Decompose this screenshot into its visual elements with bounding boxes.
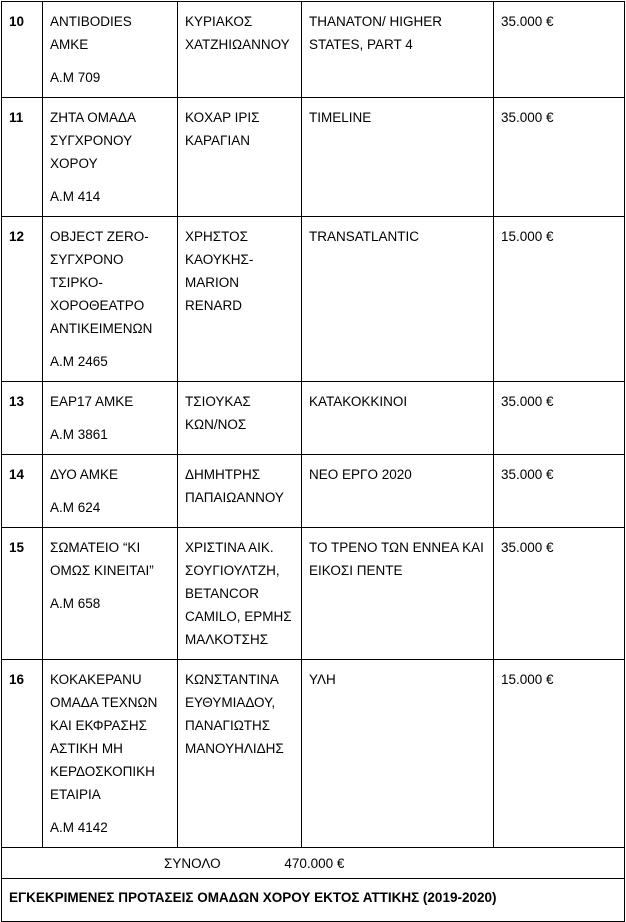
person-line: CAMILO, ΕΡΜΗΣ (185, 609, 292, 624)
person-cell (178, 217, 302, 382)
organization-line: ΑΣΤΙΚΗ ΜΗ (50, 741, 123, 756)
registry-number: Α.Μ 414 (50, 189, 101, 204)
registry-number: Α.Μ 709 (50, 70, 101, 85)
row-number: 10 (2, 2, 43, 98)
person-line: ΧΑΤΖΗΙΩΑΝΝΟΥ (185, 37, 290, 52)
registry-number: Α.Μ 2465 (50, 354, 108, 369)
amount-cell: 35.000 € (494, 455, 625, 528)
project-title-line: STATES, PART 4 (309, 37, 413, 52)
person-line: ΚΟΧΑΡ ΙΡΙΣ (185, 110, 260, 125)
project-title-line: ΤΟ ΤΡΕΝΟ ΤΩΝ ΕΝΝΕΑ ΚΑΙ (309, 540, 484, 555)
person-line: ΕΥΘΥΜΙΑΔΟΥ, (185, 695, 276, 710)
grants-table (1, 1, 625, 922)
total-label: ΣΥΝΟΛΟ (164, 856, 221, 871)
project-title-line: ΕΙΚΟΣΙ ΠΕΝΤΕ (309, 563, 403, 578)
organization-line: ΣΥΓΧΡΟΝΟΥ (50, 133, 133, 148)
organization-line: ΕΤΑΙΡΙΑ (50, 787, 101, 802)
registry-number: Α.Μ 624 (50, 500, 101, 515)
organization-line: OBJECT ZERO- (50, 229, 149, 244)
organization-line: ΧΟΡΟΘΕΑΤΡΟ (50, 298, 145, 313)
project-title-cell (302, 217, 494, 382)
organization-line: ANTIBODIES (50, 14, 132, 29)
organization-line: ΤΣΙΡΚΟ- (50, 275, 103, 290)
row-number: 16 (2, 660, 43, 848)
grants-table-body (2, 2, 625, 922)
project-title-line: ΥΛΗ (309, 672, 336, 687)
organization-line: ΑΜΚΕ (50, 37, 89, 52)
project-title-cell (302, 455, 494, 528)
organization-cell (43, 528, 178, 660)
organization-line: ΑΝΤΙΚΕΙΜΕΝΩΝ (50, 321, 153, 336)
person-cell (178, 455, 302, 528)
row-number: 11 (2, 98, 43, 217)
project-title-line: ΝΕΟ ΕΡΓΟ 2020 (309, 467, 412, 482)
person-line: ΧΡΙΣΤΙΝΑ ΑΙΚ. (185, 540, 274, 555)
project-title-line: TIMELINE (309, 110, 372, 125)
person-line: RENARD (185, 298, 243, 313)
table-row (2, 217, 625, 382)
person-line: BETANCOR (185, 586, 260, 601)
person-line: ΚΩΝ/ΝΟΣ (185, 417, 247, 432)
amount-cell: 35.000 € (494, 2, 625, 98)
section-heading: ΕΓΚΕΚΡΙΜΕΝΕΣ ΠΡΟΤΑΣΕΙΣ ΟΜΑΔΩΝ ΧΟΡΟΥ ΕΚΤΟΣ ΑΤΤΙΚΗΣ (2019-2020) (2, 879, 625, 922)
organization-line: ΕΑΡ17 ΑΜΚΕ (50, 394, 134, 409)
organization-cell (43, 2, 178, 98)
amount-cell: 35.000 € (494, 382, 625, 455)
amount-cell: 15.000 € (494, 660, 625, 848)
person-line: ΜΑΝΟΥΗΛΙΔΗΣ (185, 741, 284, 756)
section-heading-row (2, 879, 625, 922)
organization-line: ΟΜΩΣ ΚΙΝΕΙΤΑΙ” (50, 563, 154, 578)
project-title-line: THANATON/ HIGHER (309, 14, 443, 29)
person-line: ΚΑΟΥΚΗΣ- (185, 252, 254, 267)
amount-cell: 35.000 € (494, 528, 625, 660)
organization-line: ΣΥΓΧΡΟΝΟ (50, 252, 124, 267)
organization-cell (43, 455, 178, 528)
project-title-line: ΚΑΤΑΚΟΚΚΙΝΟΙ (309, 394, 408, 409)
person-line: ΜΑΛΚΟΤΣΗΣ (185, 632, 269, 647)
table-row (2, 2, 625, 98)
table-row (2, 98, 625, 217)
amount-cell: 35.000 € (494, 98, 625, 217)
organization-cell (43, 98, 178, 217)
person-line: ΠΑΝΑΓΙΩΤΗΣ (185, 718, 271, 733)
table-row (2, 455, 625, 528)
person-line: ΧΡΗΣΤΟΣ (185, 229, 248, 244)
amount-cell: 15.000 € (494, 217, 625, 382)
table-row (2, 528, 625, 660)
person-line: ΣΟΥΓΙΟΥΛΤΖΗ, (185, 563, 280, 578)
project-title-cell (302, 660, 494, 848)
project-title-cell (302, 98, 494, 217)
person-line: ΔΗΜΗΤΡΗΣ (185, 467, 261, 482)
person-cell (178, 2, 302, 98)
person-cell (178, 98, 302, 217)
organization-line: ΔΥΟ ΑΜΚΕ (50, 467, 119, 482)
person-cell (178, 660, 302, 848)
row-number: 12 (2, 217, 43, 382)
organization-cell (43, 382, 178, 455)
registry-number: Α.Μ 3861 (50, 427, 108, 442)
table-row (2, 660, 625, 848)
person-line: ΚΥΡΙΑΚΟΣ (185, 14, 253, 29)
person-line: ΚΑΡΑΓΙΑΝ (185, 133, 250, 148)
person-line: ΤΣΙΟΥΚΑΣ (185, 394, 251, 409)
person-cell (178, 382, 302, 455)
person-cell (178, 528, 302, 660)
total-row (2, 848, 625, 879)
organization-line: ΣΩΜΑΤΕΙΟ “ΚΙ (50, 540, 141, 555)
registry-number: Α.Μ 4142 (50, 820, 108, 835)
row-number: 15 (2, 528, 43, 660)
registry-number: Α.Μ 658 (50, 596, 101, 611)
organization-line: ΖΗΤΑ ΟΜΑΔΑ (50, 110, 137, 125)
table-row (2, 382, 625, 455)
organization-cell (43, 217, 178, 382)
organization-line: ΟΜΑΔΑ ΤΕΧΝΩΝ (50, 695, 158, 710)
organization-line: ΚΑΙ ΕΚΦΡΑΣΗΣ (50, 718, 147, 733)
organization-cell (43, 660, 178, 848)
total-value: 470.000 € (284, 856, 345, 871)
project-title-cell (302, 382, 494, 455)
organization-line: ΚΕΡΔΟΣΚΟΠΙΚΗ (50, 764, 155, 779)
organization-line: ΧΟΡΟΥ (50, 156, 98, 171)
person-line: MARION (185, 275, 239, 290)
organization-line: ΚΟΚΑΚΕΡΑΝU (50, 672, 142, 687)
person-line: ΠΑΠΑΙΩΑΝΝΟΥ (185, 490, 284, 505)
total-cell (2, 848, 625, 879)
row-number: 14 (2, 455, 43, 528)
person-line: ΚΩΝΣΤΑΝΤΙΝΑ (185, 672, 279, 687)
project-title-cell (302, 528, 494, 660)
project-title-cell (302, 2, 494, 98)
row-number: 13 (2, 382, 43, 455)
project-title-line: TRANSATLANTIC (309, 229, 420, 244)
